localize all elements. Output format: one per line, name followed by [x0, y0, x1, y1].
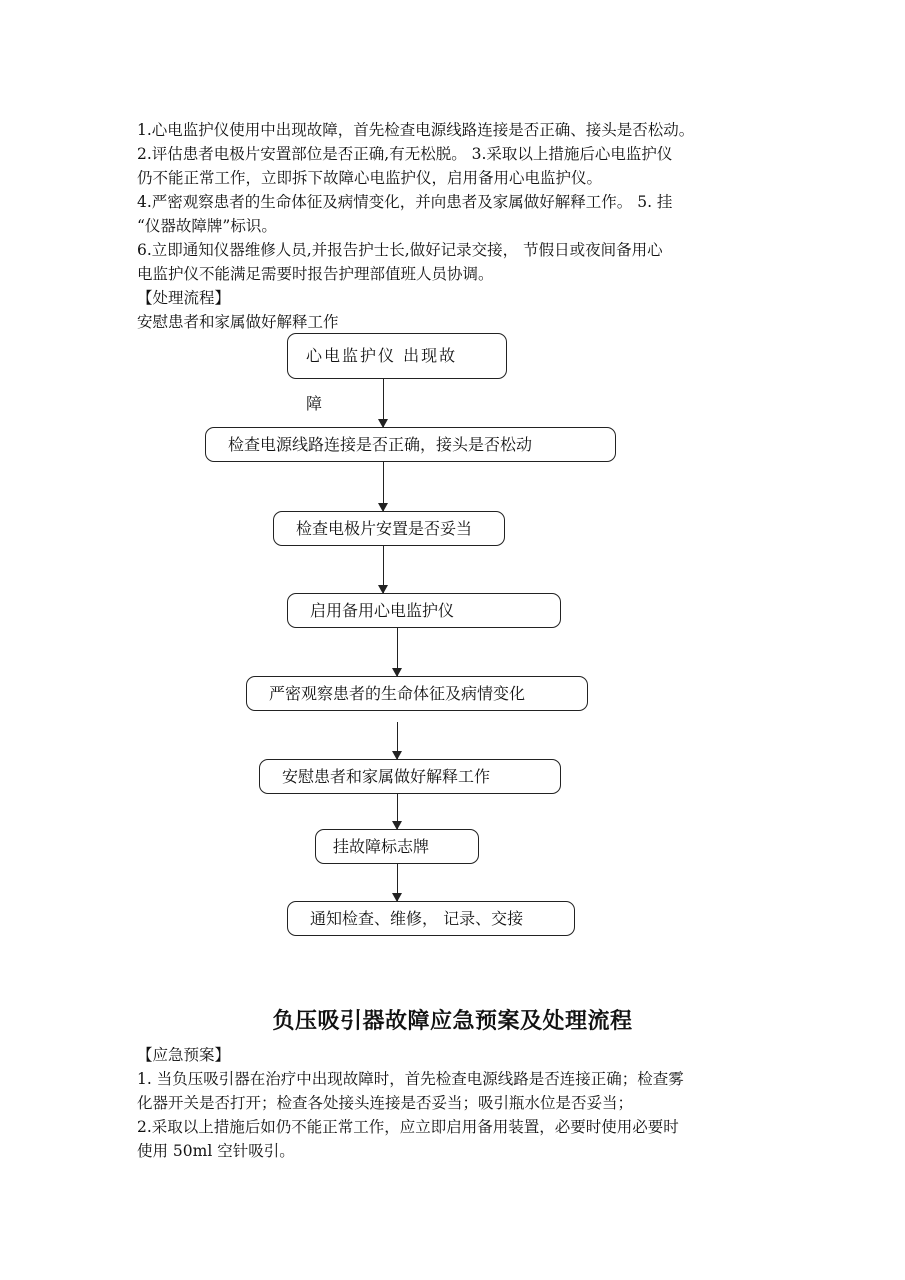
intro-line-7: 电监护仪不能满足需要时报告护理部值班人员协调。	[137, 265, 494, 283]
process-note: 安慰患者和家属做好解释工作	[137, 313, 339, 331]
flow-arrow-3	[383, 546, 384, 593]
flow-step-notify-repair	[287, 901, 575, 936]
flow-step-notify-repair-label: 通知检查、维修， 记录、交接	[310, 908, 524, 928]
section-subheading: 【应急预案】	[137, 1046, 231, 1064]
flow-step-check-electrodes	[273, 511, 505, 546]
flow-step-device-fault	[287, 333, 507, 379]
section-line-2: 化器开关是否打开；检查各处接头连接是否妥当；吸引瓶水位是否妥当；	[137, 1094, 634, 1112]
section-line-3: 2.采取以上措施后如仍不能正常工作，应立即启用备用装置，必要时使用必要时	[137, 1118, 679, 1136]
intro-line-2: 2.评估患者电极片安置部位是否正确,有无松脱。 3.采取以上措施后心电监护仪	[137, 145, 673, 163]
section-line-1: 1. 当负压吸引器在治疗中出现故障时，首先检查电源线路是否连接正确；检查雾	[137, 1070, 684, 1088]
flow-arrow-7	[397, 864, 398, 901]
intro-line-6: 6.立即通知仪器维修人员,并报告护士长,做好记录交接， 节假日或夜间备用心	[137, 241, 663, 259]
flow-step-check-power	[205, 427, 616, 462]
flow-step-observe-patient	[246, 676, 588, 711]
process-heading: 【处理流程】	[137, 289, 231, 307]
flow-step-comfort-patient	[259, 759, 561, 794]
flow-arrow-2	[383, 462, 384, 511]
intro-line-5: “仪器故障牌”标识。	[137, 217, 277, 235]
intro-line-1: 1.心电监护仪使用中出现故障，首先检查电源线路连接是否正确、接头是否松动。	[137, 121, 695, 139]
intro-line-3: 仍不能正常工作，立即拆下故障心电监护仪，启用备用心电监护仪。	[137, 169, 603, 187]
section-title: 负压吸引器故障应急预案及处理流程	[272, 1008, 633, 1034]
flow-step-device-fault-label: 心电监护仪 出现故	[306, 346, 458, 365]
flow-step-hang-sign	[315, 829, 479, 864]
flow-step-check-electrodes-label: 检查电极片安置是否妥当	[296, 518, 473, 538]
flow-step-check-power-label: 检查电源线路连接是否正确，接头是否松动	[228, 434, 533, 454]
flow-step-hang-sign-label: 挂故障标志牌	[333, 836, 430, 856]
section-line-4: 使用 50ml 空针吸引。	[137, 1142, 295, 1160]
flow-arrow-1	[383, 379, 384, 427]
flow-arrow-6	[397, 794, 398, 829]
flow-arrow-5	[397, 722, 398, 759]
flow-arrow-4	[397, 628, 398, 676]
flow-step-observe-patient-label: 严密观察患者的生命体征及病情变化	[269, 683, 526, 703]
flow-step-comfort-patient-label: 安慰患者和家属做好解释工作	[282, 766, 491, 786]
intro-line-4: 4.严密观察患者的生命体征及病情变化，并向患者及家属做好解释工作。 5. 挂	[137, 193, 673, 211]
flow-step-backup-monitor-label: 启用备用心电监护仪	[310, 600, 455, 620]
flow-step-device-fault-overflow: 障	[306, 394, 323, 413]
flow-step-backup-monitor	[287, 593, 561, 628]
